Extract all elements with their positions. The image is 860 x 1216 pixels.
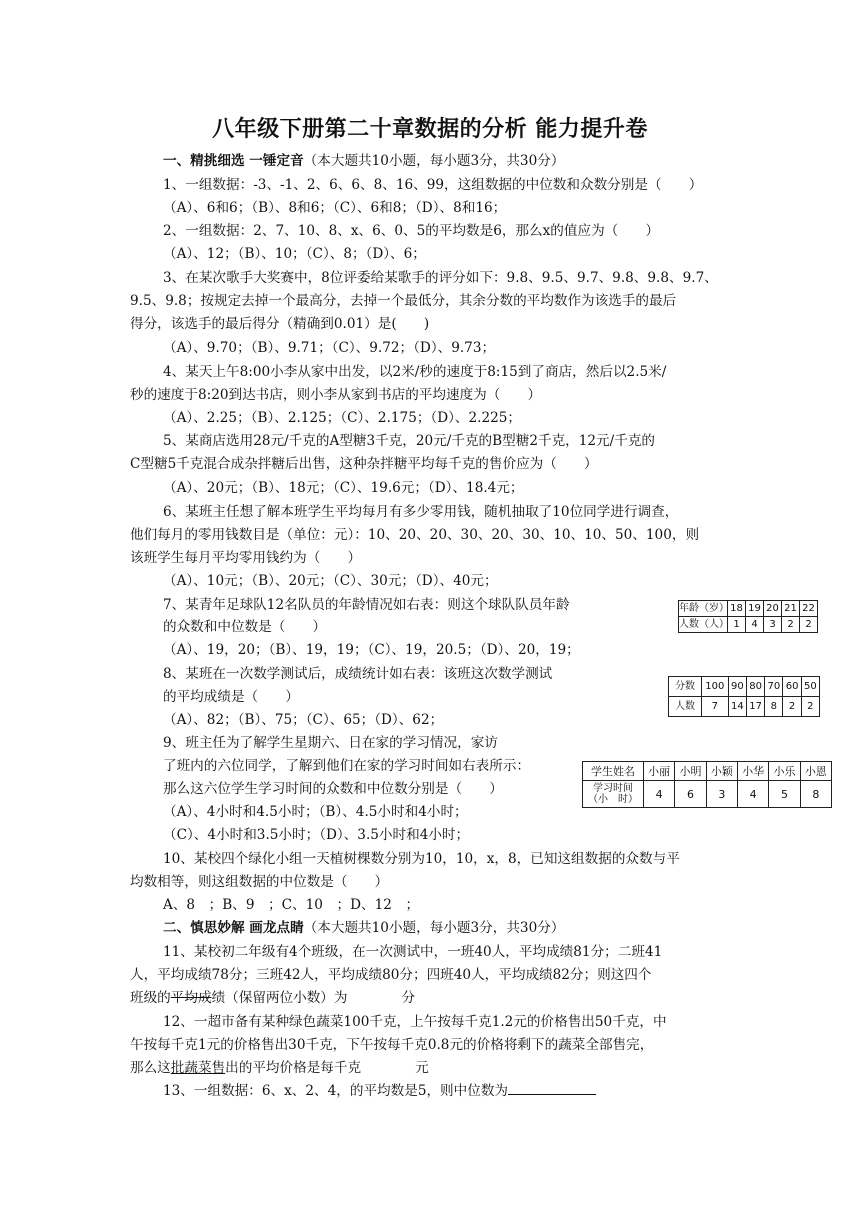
table-cell: 小明 [675, 762, 706, 781]
table-cell: 80 [746, 677, 764, 697]
q11-line2: 人，平均成绩78分；三班42人，平均成绩80分；四班40人，平均成绩82分；则这四个 [130, 967, 652, 983]
table-cell: 2 [783, 697, 801, 717]
table-cell: 8 [765, 697, 783, 717]
q9-line3: 那么这六位学生学习时间的众数和中位数分别是（ ） [163, 781, 503, 797]
q6-options: （A）、10元；（B）、20元；（C）、30元；（D）、40元； [163, 573, 498, 589]
q9-study-time-table [582, 761, 832, 808]
section1-note: （本大题共10小题，每小题3分，共30分） [303, 153, 565, 169]
q12-underlined-text: 批蔬菜售 [170, 1060, 226, 1076]
q11-line3-rest: 绩（保留两位小数）为 [211, 990, 348, 1006]
table-cell: 2 [800, 617, 818, 633]
table-cell: 21 [782, 601, 800, 617]
q13-line [163, 1082, 596, 1100]
q6-line2: 他们每月的零用钱数目是（单位：元）：10、20、20、30、20、30、10、10、50、100，则 [130, 527, 700, 543]
q7-line2: 的众数和中位数是（ ） [163, 619, 327, 635]
page-title: 八年级下册第二十章数据的分析 能力提升卷 [212, 116, 648, 142]
q11-line3-start: 班级的 [130, 990, 171, 1006]
q7-age-table [678, 600, 818, 633]
table-cell: 14 [728, 697, 746, 717]
table-cell: 5 [769, 781, 800, 808]
q9-line2: 了班内的六位同学，了解到他们在家的学习时间如右表所示： [163, 758, 531, 774]
q9-options-cd: （C）、4小时和3.5小时；（D）、3.5小时和4小时； [163, 827, 470, 843]
q12-line3 [130, 1059, 429, 1077]
q6-line3: 该班学生每月平均零用钱约为（ ） [130, 550, 362, 566]
table-cell: 4 [644, 781, 675, 808]
table-cell: 4 [737, 781, 768, 808]
table-cell: 小丽 [644, 762, 675, 781]
table-header-cell: 分数 [669, 677, 702, 697]
q7-line1: 7、某青年足球队12名队员的年龄情况如右表：则这个球队队员年龄 [163, 597, 570, 613]
section1-heading: 一、精挑细选 一锤定音 [163, 153, 304, 169]
q11-line1: 11、某校初二年级有4个班级，在一次测试中，一班40人，平均成绩81分；二班41 [163, 944, 663, 960]
table-cell: 小华 [737, 762, 768, 781]
table-cell: 3 [764, 617, 782, 633]
q6-line1: 6、某班主任想了解本班学生平均每月有多少零用钱，随机抽取了10位同学进行调查， [163, 504, 679, 520]
table-row [679, 601, 818, 617]
table-cell: 小颖 [706, 762, 737, 781]
q12-line2: 午按每千克1元的价格售出30千克，下午按每千克0.8元的价格将剩下的蔬菜全部售完， [130, 1037, 654, 1053]
table-cell: 6 [675, 781, 706, 808]
table-cell: 小恩 [800, 762, 831, 781]
table-cell: 20 [764, 601, 782, 617]
q13-stem: 13、一组数据：6、x、2、4，的平均数是5，则中位数为 [163, 1083, 509, 1099]
q2-stem: 2、一组数据：2、7、10、8、x、6、0、5的平均数是6，那么x的值应为（ ） [163, 223, 660, 239]
table-cell: 18 [728, 601, 746, 617]
table-cell: 17 [746, 697, 764, 717]
section1-header [163, 152, 564, 170]
section2-heading: 二、慎思妙解 画龙点睛 [163, 920, 304, 936]
q7-options: （A）、19，20；（B）、19，19；（C）、19，20.5；（D）、20，19； [163, 642, 580, 658]
q4-options: （A）、2.25；（B）、2.125；（C）、2.175；（D）、2.225； [163, 410, 522, 426]
table-cell: 2 [782, 617, 800, 633]
q10-line1: 10、某校四个绿化小组一天植树棵数分别为10，10，x，8，已知这组数据的众数与平 [163, 851, 680, 867]
q5-line2: C型糖5千克混合成杂拌糖后出售，这种杂拌糖平均每千克的售价应为（ ） [130, 456, 598, 472]
q12-line3-start: 那么这 [130, 1060, 171, 1076]
section2-header [163, 919, 564, 937]
table-cell: 2 [801, 697, 819, 717]
q3-options: （A）、9.70；（B）、9.71；（C）、9.72；（D）、9.73； [163, 340, 496, 356]
table-cell: 90 [728, 677, 746, 697]
q12-line3-rest: 出的平均价格是每千克 [225, 1060, 362, 1076]
table-header-cell: 人数（人） [679, 617, 728, 633]
section2-note: （本大题共10小题，每小题3分，共30分） [303, 920, 565, 936]
q11-line3 [130, 989, 415, 1007]
q4-line1: 4、某天上午8:00小李从家中出发，以2米/秒的速度于8:15到了商店，然后以2.5米/ [163, 364, 667, 380]
q3-line3: 得分，该选手的最后得分（精确到0.01）是( ) [130, 316, 430, 332]
table-header-cell: 年龄（岁） [679, 601, 728, 617]
table-cell: 8 [800, 781, 831, 808]
q10-line2: 均数相等，则这组数据的中位数是（ ） [130, 874, 389, 890]
q5-options: （A）、20元；（B）、18元；（C）、19.6元；（D）、18.4元； [163, 480, 524, 496]
q9-options-ab: （A）、4小时和4.5小时；（B）、4.5小时和4小时； [163, 804, 468, 820]
table-row [583, 781, 832, 808]
table-header-cell: 人数 [669, 697, 702, 717]
q8-score-table [668, 676, 820, 717]
q10-options: A、8 ；B、9 ；C、10 ；D、12 ； [163, 897, 420, 913]
q1-options: （A）、6和6；（B）、8和6；（C）、6和8；（D）、8和16； [163, 200, 507, 216]
table-cell: 50 [801, 677, 819, 697]
table-row [669, 677, 820, 697]
table-cell: 60 [783, 677, 801, 697]
q2-options: （A）、12；（B）、10；（C）、8；（D）、6； [163, 246, 426, 262]
q1-stem: 1、一组数据：-3、-1、2、6、6、8、16、99，这组数据的中位数和众数分别是（ ） [163, 177, 703, 193]
table-header-line: （小 时） [588, 794, 638, 805]
table-row [679, 617, 818, 633]
table-cell: 100 [702, 677, 729, 697]
q5-line1: 5、某商店选用28元/千克的A型糖3千克，20元/千克的B型糖2千克，12元/千克的 [163, 433, 656, 449]
table-header-cell [583, 781, 644, 808]
q3-line2: 9.5、9.8；按规定去掉一个最高分，去掉一个最低分，其余分数的平均数作为该选手的最后 [130, 293, 677, 309]
q8-line2: 的平均成绩是（ ） [163, 689, 299, 705]
table-row [669, 697, 820, 717]
q11-unit: 分 [401, 990, 416, 1006]
q11-struck-text: 平均成 [170, 990, 212, 1006]
table-cell: 70 [765, 677, 783, 697]
q4-line2: 秒的速度于8:20到达书店，则小李从家到书店的平均速度为（ ） [130, 387, 542, 403]
table-cell: 小乐 [769, 762, 800, 781]
table-cell: 4 [746, 617, 764, 633]
q12-unit: 元 [415, 1060, 429, 1076]
table-header-line: 学习时间 [593, 783, 633, 794]
table-cell: 1 [728, 617, 746, 633]
q9-line1: 9、班主任为了解学生星期六、日在家的学习情况，家访 [163, 735, 498, 751]
table-cell: 3 [706, 781, 737, 808]
table-cell: 7 [702, 697, 729, 717]
q8-line1: 8、某班在一次数学测试后，成绩统计如右表：该班这次数学测试 [163, 666, 553, 682]
table-cell: 22 [800, 601, 818, 617]
table-header-cell: 学生姓名 [583, 762, 644, 781]
q13-answer-blank[interactable] [508, 1082, 596, 1095]
q3-line1: 3、在某次歌手大奖赛中，8位评委给某歌手的评分如下：9.8、9.5、9.7、9.8、9.8、9.7、 [163, 270, 718, 286]
table-cell: 19 [746, 601, 764, 617]
q12-line1: 12、一超市备有某种绿色蔬菜100千克，上午按每千克1.2元的价格售出50千克，中 [163, 1014, 667, 1030]
table-row [583, 762, 832, 781]
q8-options: （A）、82；（B）、75；（C）、65；（D）、62； [163, 712, 444, 728]
